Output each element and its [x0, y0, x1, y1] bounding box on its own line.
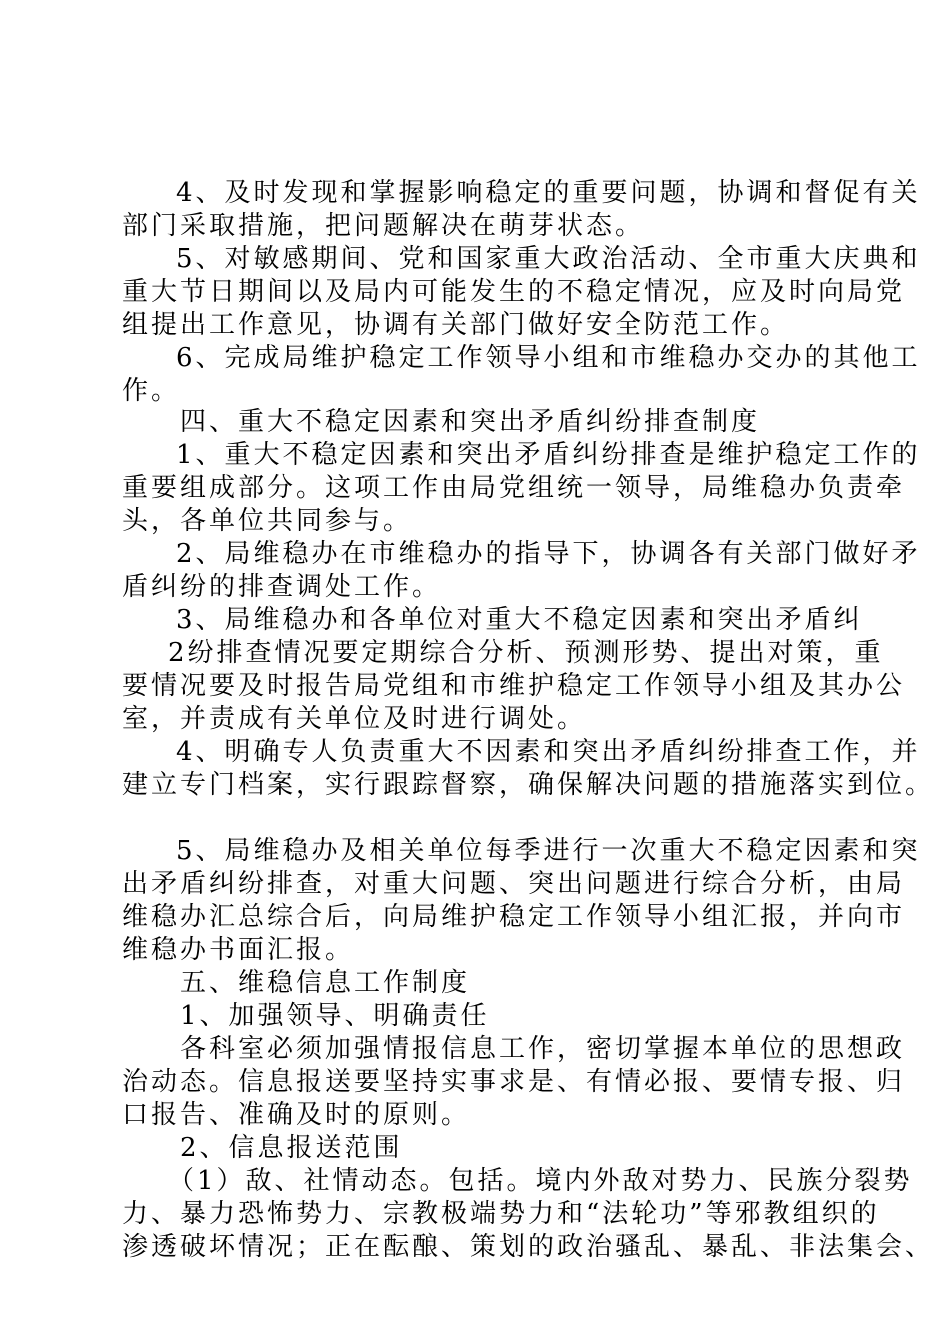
- text-line: 要情况要及时报告局党组和市维护稳定工作领导小组及其办公: [122, 671, 906, 701]
- text-line: 5、局维稳办及相关单位每季进行一次重大不稳定因素和突: [176, 836, 921, 866]
- text-line: 出矛盾纠纷排查，对重大问题、突出问题进行综合分析，由局: [122, 869, 906, 899]
- text-line: 渗透破坏情况；正在酝酿、策划的政治骚乱、暴乱、非法集会、: [122, 1232, 935, 1262]
- text-line: （1）敌、社情动态。包括。境内外敌对势力、民族分裂势: [168, 1166, 913, 1196]
- text-line: 力、暴力恐怖势力、宗教极端势力和“法轮功”等邪教组织的: [122, 1199, 880, 1229]
- text-line: 维稳办汇总综合后，向局维护稳定工作领导小组汇报，并向市: [122, 902, 906, 932]
- text-line: 1、重大不稳定因素和突出矛盾纠纷排查是维护稳定工作的: [176, 440, 921, 470]
- text-line: 口报告、准确及时的原则。: [122, 1100, 471, 1130]
- text-line: 5、对敏感期间、党和国家重大政治活动、全市重大庆典和: [176, 244, 921, 274]
- text-line: 4、明确专人负责重大不因素和突出矛盾纠纷排查工作，并: [176, 737, 921, 767]
- text-line: 盾纠纷的排查调处工作。: [122, 572, 442, 602]
- text-line: 头，各单位共同参与。: [122, 506, 413, 536]
- text-line: 组提出工作意见，协调有关部门做好安全防范工作。: [122, 310, 790, 340]
- text-line: 重要组成部分。这项工作由局党组统一领导，局维稳办负责牵: [122, 473, 906, 503]
- section-heading: 五、维稳信息工作制度: [180, 968, 471, 998]
- text-line: 治动态。信息报送要坚持实事求是、有情必报、要情专报、归: [122, 1067, 906, 1097]
- text-line: 维稳办书面汇报。: [122, 935, 355, 965]
- text-line: 3、局维稳办和各单位对重大不稳定因素和突出矛盾纠: [176, 605, 863, 635]
- text-line: 2、局维稳办在市维稳办的指导下，协调各有关部门做好矛: [176, 539, 921, 569]
- subsection-heading: 2、信息报送范围: [180, 1133, 403, 1163]
- text-line: 部门采取措施，把问题解决在萌芽状态。: [122, 211, 645, 241]
- text-line: 2纷排查情况要定期综合分析、预测形势、提出对策，重: [168, 638, 884, 668]
- text-line: 6、完成局维护稳定工作领导小组和市维稳办交办的其他工: [176, 343, 921, 373]
- subsection-heading: 1、加强领导、明确责任: [180, 1001, 490, 1031]
- section-heading: 四、重大不稳定因素和突出矛盾纠纷排查制度: [180, 407, 761, 437]
- text-line: 作。: [122, 376, 181, 406]
- text-line: 建立专门档案，实行跟踪督察，确保解决问题的措施落实到位。: [122, 770, 935, 800]
- text-line: 重大节日期间以及局内可能发生的不稳定情况，应及时向局党: [122, 277, 906, 307]
- text-line: 各科室必须加强情报信息工作，密切掌握本单位的思想政: [180, 1034, 906, 1064]
- text-line: 室，并责成有关单位及时进行调处。: [122, 704, 587, 734]
- text-line: 4、及时发现和掌握影响稳定的重要问题，协调和督促有关: [176, 178, 921, 208]
